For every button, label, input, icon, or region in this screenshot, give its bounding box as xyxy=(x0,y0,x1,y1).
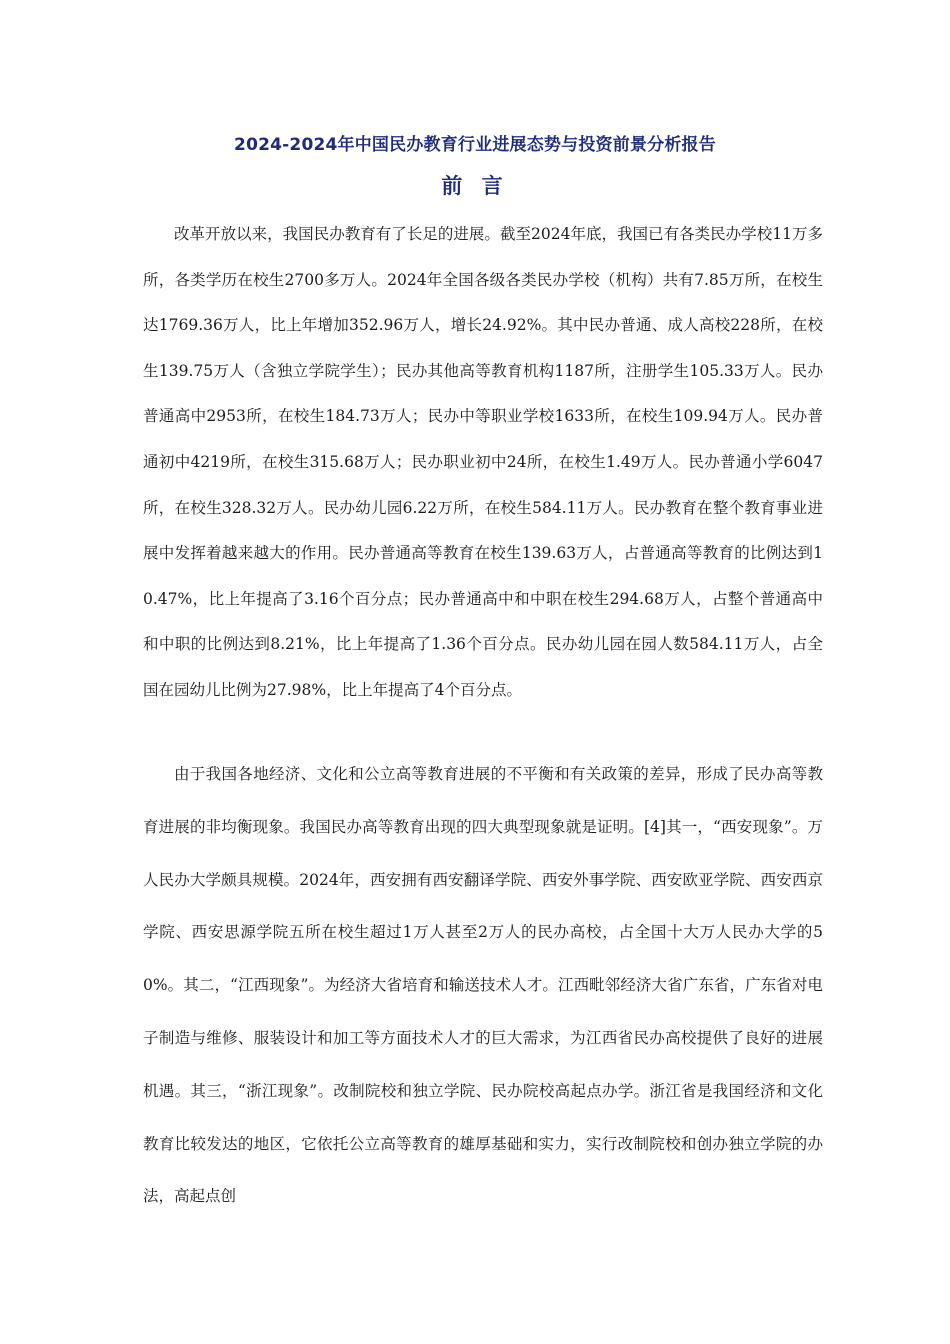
section-heading: 前 言 xyxy=(441,174,509,198)
paragraph-2: 由于我国各地经济、文化和公立高等教育进展的不平衡和有关政策的差异，形成了民办高等教育进展的非均衡现象。我国民办高等教育出现的四大典型现象就是证明。[4]其一，“西安现象”。万人民办大学颇具规模。2024年，西安拥有西安翻译学院、西安外事学院、西安欧亚学院、西安西京学院、西安思源学院五所在校生超过1万人甚至2万人的民办高校，占全国十大万人民办大学的50%。其二，“江西现象”。为经济大省培育和输送技术人才。江西毗邻经济大省广东省，广东省对电子制造与维修、服装设计和加工等方面技术人才的巨大需求，为江西省民办高校提供了良好的进展机遇。其三，“浙江现象”。改制院校和独立学院、民办院校高起点办学。浙江省是我国经济和文化教育比较发达的地区，它依托公立高等教育的雄厚基础和实力，实行改制院校和创办独立学院的办法，高起点创 xyxy=(143,765,823,1206)
document-title: 2024-2024年中国民办教育行业进展态势与投资前景分析报告 xyxy=(234,135,716,155)
paragraph-1: 改革开放以来，我国民办教育有了长足的进展。截至2024年底，我国已有各类民办学校11万多所，各类学历在校生2700多万人。2024年全国各级各类民办学校（机构）共有7.85万所，在校生达1769.36万人，比上年增加352.96万人，增长24.92%。其中民办普通、成人高校228所，在校生139.75万人（含独立学院学生）；民办其他高等教育机构1187所，注册学生105.33万人。民办普通高中2953所，在校生184.73万人；民办中等职业学校1633所，在校生109.94万人。民办普通初中4219所，在校生315.68万人；民办职业初中24所，在校生1.49万人。民办普通小学6047所，在校生328.32万人。民办幼儿园6.22万所，在校生584.11万人。民办教育在整个教育事业进展中发挥着越来越大的作用。民办普通高等教育在校生139.63万人，占普通高等教育的比例达到10.47%，比上年提高了3.16个百分点；民办普通高中和中职在校生294.68万人，占整个普通高中和中职的比例达到8.21%，比上年提高了1.36个百分点。民办幼儿园在园人数584.11万人，占全国在园幼儿比例为27.98%，比上年提高了4个百分点。 xyxy=(143,225,823,699)
